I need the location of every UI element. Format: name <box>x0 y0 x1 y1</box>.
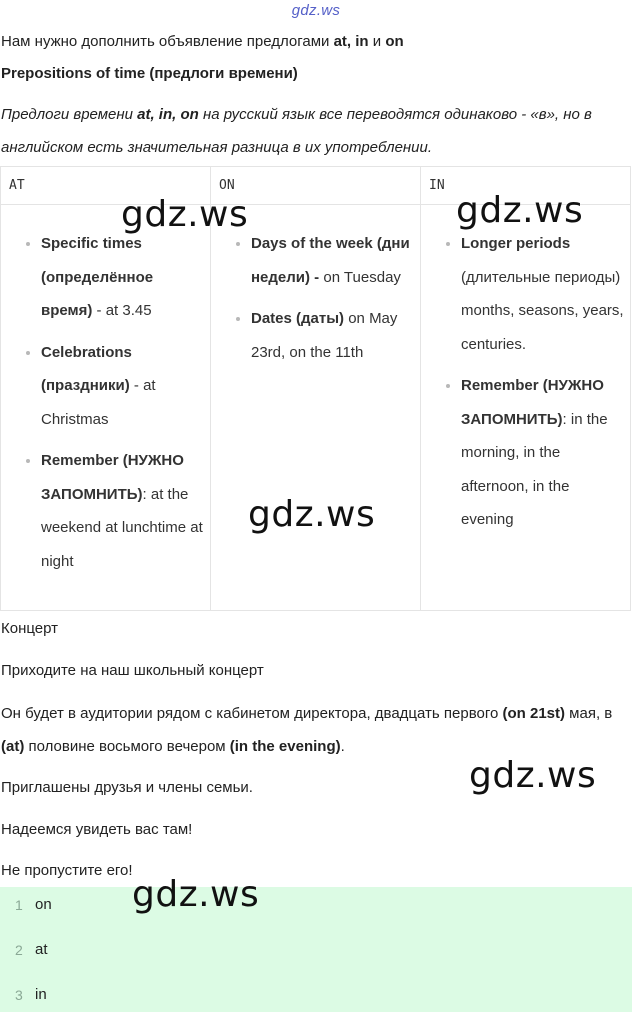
intro-bold2: on <box>385 33 404 50</box>
list-item <box>421 227 630 361</box>
details-c: мая, в <box>565 705 613 722</box>
item-bold: Dates (даты) <box>251 310 345 327</box>
list-at <box>1 227 210 578</box>
list-item <box>1 336 210 437</box>
prepositions-table <box>0 166 631 611</box>
item-text: on May 23rd, on the 11th <box>251 310 398 361</box>
announcement-invite: Приходите на наш школьный концерт <box>1 662 264 679</box>
cell-at <box>1 205 211 611</box>
details-d: половине восьмого вечером <box>24 738 230 755</box>
intro-mid: и <box>368 33 386 50</box>
item-bold: Celebrations (праздники) <box>41 343 132 394</box>
watermark: gdz.ws <box>456 190 584 231</box>
watermark: gdz.ws <box>469 755 597 796</box>
answer-value: on <box>35 896 52 913</box>
intro-plain: Нам нужно дополнить объявление предлогами <box>1 33 334 50</box>
italic-note-bold: at, in, on <box>137 106 199 123</box>
item-text: - at Christmas <box>41 377 156 428</box>
section-title-text: Prepositions of time (предлоги времени) <box>1 65 298 82</box>
header-in: IN <box>421 167 631 205</box>
top-watermark: gdz.ws <box>291 2 341 19</box>
announcement-title: Концерт <box>1 620 59 637</box>
list-item <box>1 227 210 328</box>
item-bold: Remember (НУЖНО ЗАПОМНИТЬ) <box>461 377 604 428</box>
item-text: : in the morning, in the afternoon, in the evening <box>461 410 608 528</box>
answer-value: in <box>35 986 47 1003</box>
answer-number: 3 <box>15 987 23 1003</box>
answers-list <box>0 887 632 1012</box>
header-at: AT <box>1 167 211 205</box>
cell-in <box>421 205 631 611</box>
table-body-row <box>1 205 631 611</box>
list-item <box>211 227 420 294</box>
item-text: (длительные периоды) months, seasons, years, centuries. <box>461 268 624 353</box>
list-item <box>1 444 210 578</box>
details-b2: (at) <box>1 738 25 755</box>
details-e: . <box>340 738 345 755</box>
italic-note-before: Предлоги времени <box>1 106 138 123</box>
details-b3: (in the evening) <box>229 738 341 755</box>
item-bold: Longer periods <box>461 235 571 252</box>
announcement-guests: Приглашены друзья и члены семьи. <box>1 779 253 796</box>
section-title <box>1 64 298 84</box>
header-on: ON <box>211 167 421 205</box>
answer-value: at <box>35 941 48 958</box>
item-bold: Days of the week (дни недели) - <box>251 235 410 286</box>
announcement-closing: Не пропустите его! <box>1 862 133 879</box>
list-item <box>421 369 630 537</box>
list-on <box>211 227 420 369</box>
item-text: on Tuesday <box>319 268 401 286</box>
intro-bold: at, in <box>333 33 369 50</box>
cell-on <box>211 205 421 611</box>
item-text: : at the weekend at lunchtime at night <box>41 485 203 570</box>
answer-number: 2 <box>15 942 23 958</box>
details-b1: (on 21st) <box>502 705 565 722</box>
intro-text <box>1 32 404 52</box>
watermark: gdz.ws <box>121 194 249 235</box>
watermark: gdz.ws <box>248 494 376 535</box>
item-bold: Remember (НУЖНО ЗАПОМНИТЬ) <box>41 452 184 503</box>
watermark: gdz.ws <box>132 874 260 915</box>
answer-number: 1 <box>15 897 23 913</box>
italic-note <box>1 98 611 164</box>
item-text: - at 3.45 <box>92 302 152 319</box>
announcement-details <box>1 697 621 763</box>
list-in <box>421 227 630 537</box>
details-a: Он будет в аудитории рядом с кабинетом директора, двадцать первого <box>1 705 503 722</box>
list-item <box>211 302 420 369</box>
italic-note-after: на русский язык все переводятся одинаково - «в», но в английском есть значительная разница в их употреблении. <box>1 106 592 156</box>
announcement-hope: Надеемся увидеть вас там! <box>1 821 193 838</box>
item-bold: Specific times (определённое время) <box>41 235 154 319</box>
